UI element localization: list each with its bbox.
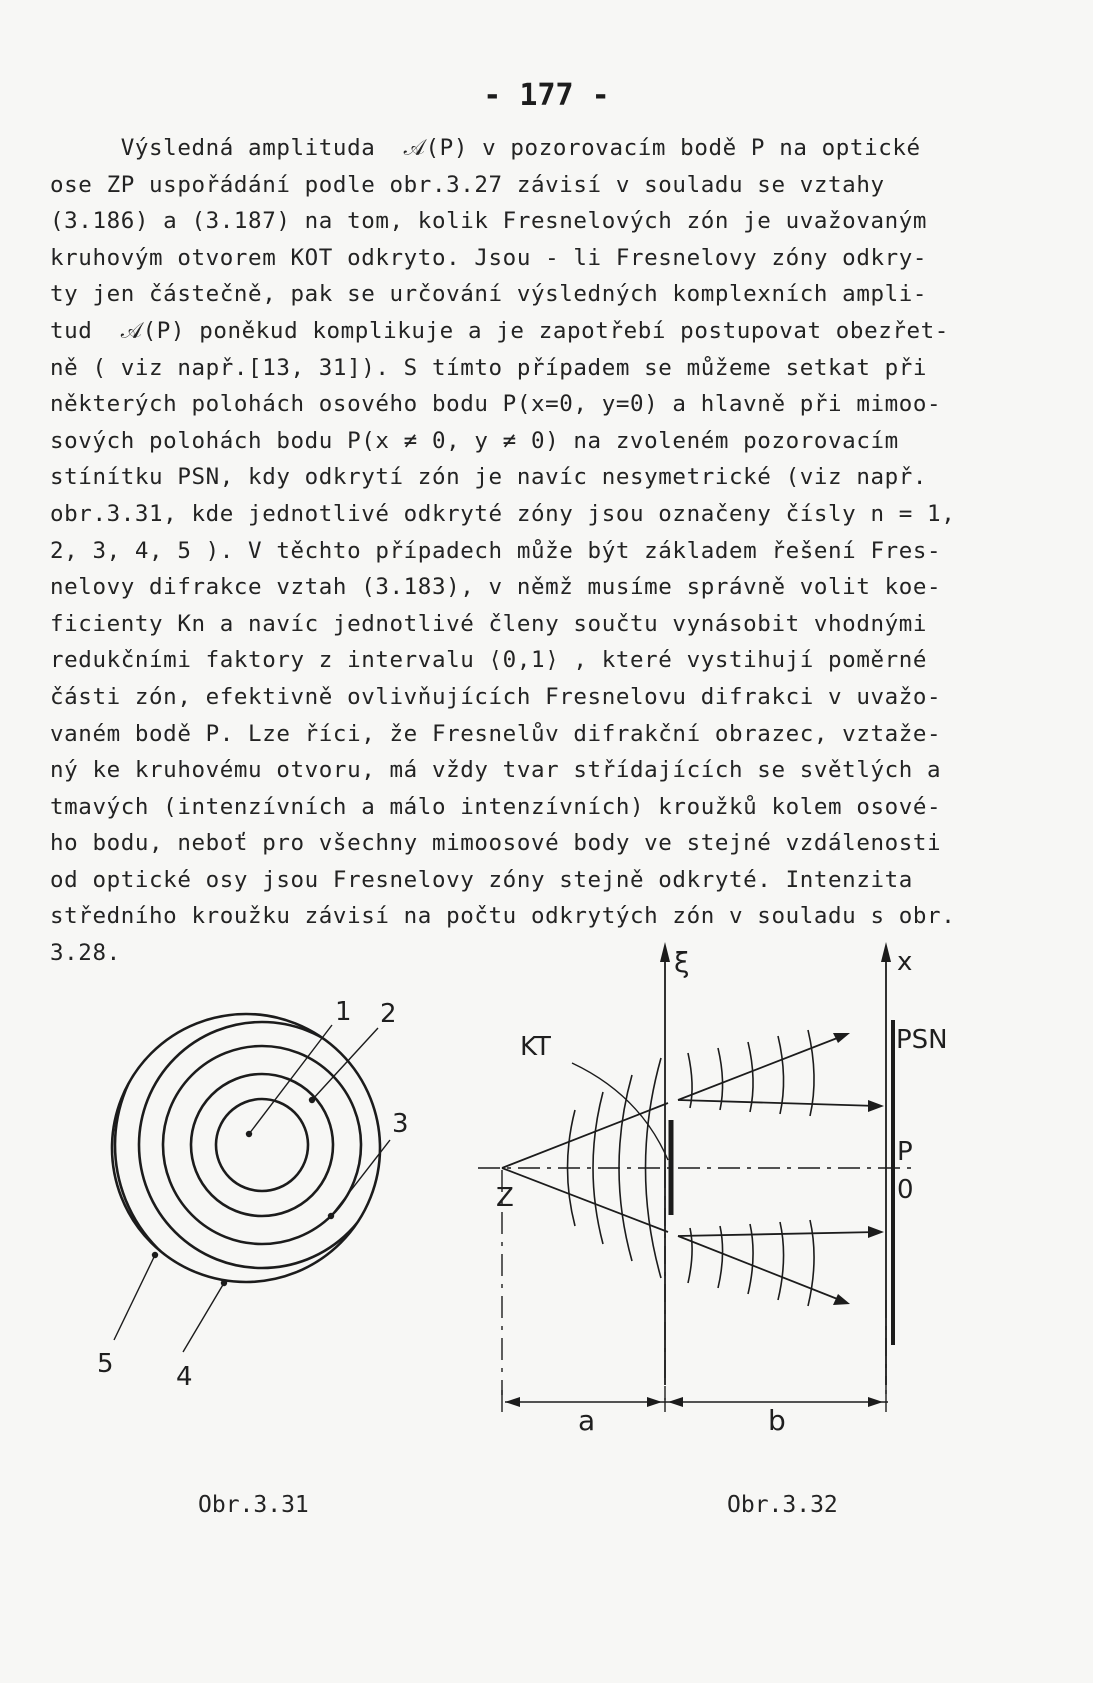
label-kt: KT	[520, 1032, 551, 1062]
text-line: (3.186) a (3.187) na tom, kolik Fresnelových zón je uvažovaným	[50, 208, 928, 235]
label-psn: PSN	[896, 1025, 948, 1055]
ray-lower	[502, 1168, 668, 1232]
ray-low-out	[678, 1236, 845, 1302]
text-line: ho bodu, neboť pro všechny mimoosové body ve stejné vzdálenosti	[50, 830, 942, 857]
ray-upper	[502, 1103, 668, 1168]
text-line: 3.28.	[50, 940, 121, 967]
label-z: Z	[496, 1183, 514, 1213]
zone-label-3: 3	[392, 1109, 409, 1139]
label-x: x	[897, 947, 913, 977]
arrow-up-out	[833, 1033, 850, 1043]
text-line: středního kroužku závisí na počtu odkrytých zón v souladu s obr.	[50, 903, 956, 930]
zone-label-2: 2	[380, 999, 397, 1029]
page-number: - 177 -	[483, 78, 610, 113]
label-a: a	[578, 1404, 596, 1437]
arrow-low-out	[833, 1294, 850, 1305]
text-line: od optické osy jsou Fresnelovy zóny stejně odkryté. Intenzita	[50, 866, 913, 893]
text-line: nelovy difrakce vztah (3.183), v němž musíme správně volit koe-	[50, 574, 942, 601]
zone-label-4: 4	[176, 1362, 193, 1392]
label-p: P	[897, 1137, 913, 1167]
text-line: některých polohách osového bodu P(x=0, y=0) a hlavně při mimoo-	[50, 391, 942, 418]
arrow-up-mid	[868, 1100, 884, 1112]
label-o: 0	[897, 1175, 914, 1205]
text-line: Výsledná amplituda 𝒜(P) v pozorovacím bodě P na optické	[50, 135, 921, 161]
ray-up-out	[678, 1035, 845, 1100]
text-line: ně ( viz např.[13, 31]). S tímto případem se můžeme setkat při	[50, 354, 928, 381]
label-b: b	[768, 1404, 786, 1437]
text-line: tmavých (intenzívních a málo intenzívních) kroužků kolem osové-	[50, 793, 942, 820]
figure1-caption: Obr.3.31	[198, 1492, 309, 1518]
text-line: části zón, efektivně ovlivňujících Fresnelovu difrakci v uvažo-	[50, 683, 942, 710]
text-line: 2, 3, 4, 5 ). V těchto případech může být základem řešení Fres-	[50, 537, 942, 564]
text-line: tud 𝒜(P) poněkud komplikuje a je zapotřebí postupovat obezřet-	[50, 317, 949, 344]
arrow-low-mid	[868, 1226, 884, 1238]
x-arrow	[881, 942, 891, 962]
text-line: obr.3.31, kde jednotlivé odkryté zóny jsou označeny čísly n = 1,	[50, 500, 956, 527]
text-line: vaném bodě P. Lze říci, že Fresnelův difrakční obrazec, vztaže-	[50, 720, 942, 747]
figure2-caption: Obr.3.32	[727, 1492, 838, 1518]
ray-low-mid	[678, 1232, 878, 1236]
xi-arrow	[660, 942, 670, 962]
zone-label-5: 5	[97, 1349, 114, 1379]
text-line: stínítku PSN, kdy odkrytí zón je navíc nesymetrické (viz např.	[50, 464, 928, 491]
zone-label-1: 1	[335, 997, 352, 1027]
text-line: ty jen částečně, pak se určování výsledných komplexních ampli-	[50, 281, 928, 308]
label-xi: ξ	[674, 946, 690, 979]
ray-up-mid	[678, 1100, 878, 1106]
text-line: kruhovým otvorem KOT odkryto. Jsou - li Fresnelovy zóny odkry-	[50, 244, 928, 271]
text-line: ficienty Kn a navíc jednotlivé členy součtu vynásobit vhodnými	[50, 610, 928, 637]
text-line: ný ke kruhovému otvoru, má vždy tvar střídajících se světlých a	[50, 757, 942, 784]
text-line: sových polohách bodu P(x ≠ 0, y ≠ 0) na zvoleném pozorovacím	[50, 427, 899, 454]
text-line: redukčními faktory z intervalu ⟨0,1⟩ , které vystihují poměrné	[50, 647, 928, 674]
text-line: ose ZP uspořádání podle obr.3.27 závisí v souladu se vztahy	[50, 171, 885, 198]
